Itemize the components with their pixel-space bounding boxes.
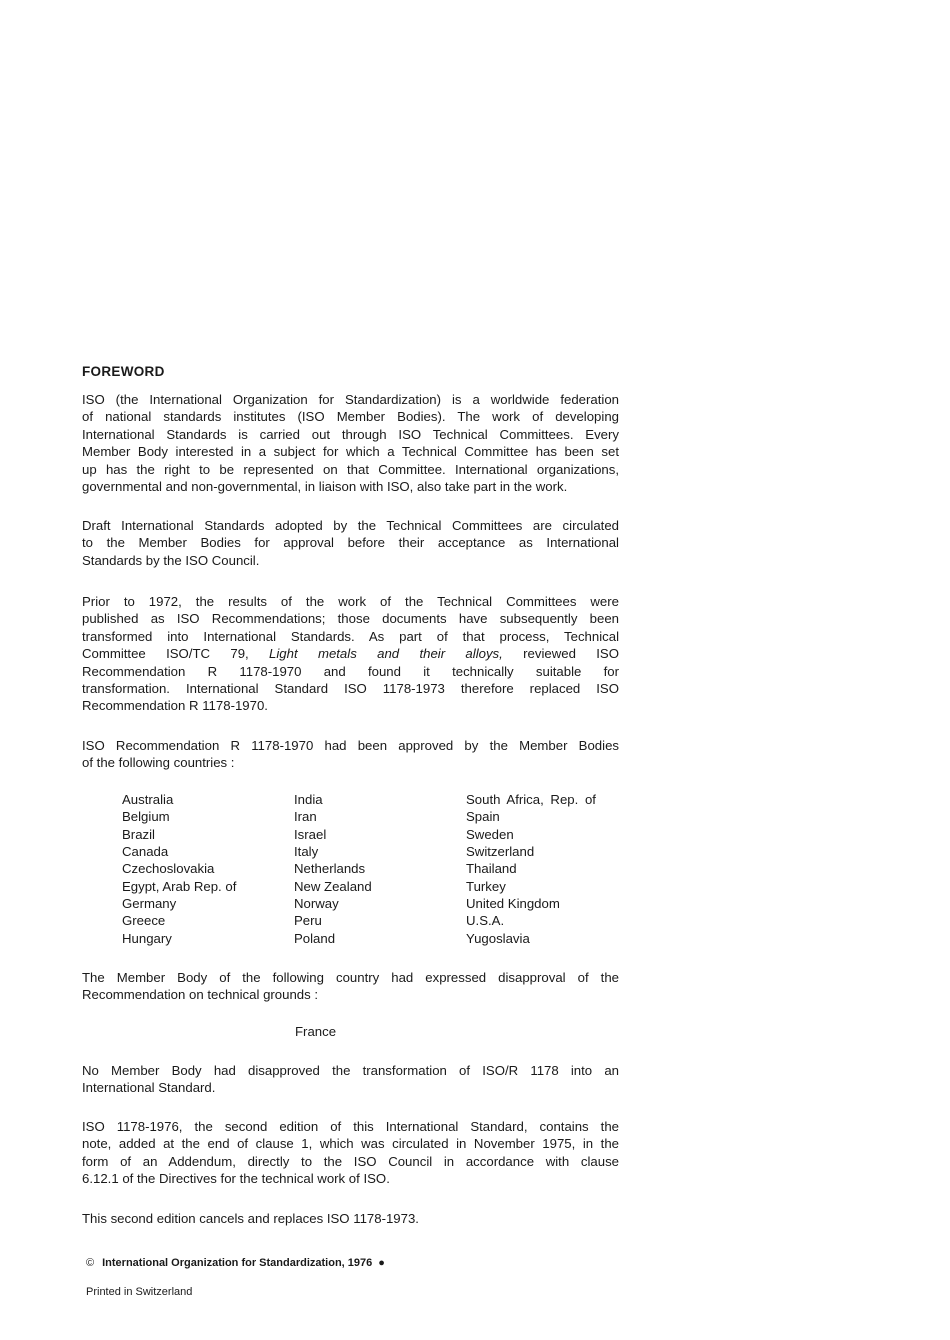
foreword-heading: FOREWORD xyxy=(82,364,165,379)
paragraph-draft-standards: Draft International Standards adopted by the Technical Committees are circulated to the Member Bodies for approval before their acceptance as International Standards by the ISO Council. xyxy=(82,518,619,568)
country-item: Belgium xyxy=(122,809,170,825)
country-item: Netherlands xyxy=(294,861,366,877)
country-item: Iran xyxy=(294,809,317,825)
country-item: U.S.A. xyxy=(466,913,505,929)
country-item: Canada xyxy=(122,844,169,860)
country-item: Switzerland xyxy=(466,844,535,860)
countries-column-1 xyxy=(122,791,236,947)
disapproving-country: France xyxy=(295,1024,337,1039)
country-item: Hungary xyxy=(122,930,172,946)
copyright-notice: © International Organization for Standardization, 1976 ● xyxy=(86,1257,385,1269)
country-item: Germany xyxy=(122,896,177,912)
country-item: Sweden xyxy=(466,826,514,842)
country-item: New Zealand xyxy=(294,878,372,894)
paragraph-disapproval: The Member Body of the following country had expressed disapproval of the Recommendation on technical grounds : xyxy=(82,970,619,1003)
country-item: India xyxy=(294,792,323,807)
paragraph-iso-intro: ISO (the International Organization for Standardization) is a worldwide federation of national standards institutes (ISO Member Bodies). The work of developing International Standards is carried out through ISO Technical Committees. Every Member Body interested in a subject for which a Technical Committee has been set up has the right to be represented on that Committee. International organizations, governmental and non-governmental, in liaison with ISO, also take part in the work. xyxy=(82,392,619,495)
country-item: Poland xyxy=(294,930,336,946)
committee-title: Light metals and their alloys, xyxy=(269,646,503,662)
countries-column-3 xyxy=(466,791,596,947)
printed-location: Printed in Switzerland xyxy=(86,1286,193,1298)
bullet-icon: ● xyxy=(378,1257,385,1269)
country-item: Israel xyxy=(294,826,327,842)
paragraph-cancels: This second edition cancels and replaces ISO 1178-1973. xyxy=(82,1211,419,1226)
country-item: Australia xyxy=(122,792,174,807)
paragraph-transformation: No Member Body had disapproved the transformation of ISO/R 1178 into an International Standard. xyxy=(82,1063,619,1096)
committee-line: Committee ISO/TC 79, Light metals and their alloys, reviewed ISO xyxy=(82,646,619,662)
country-item: Brazil xyxy=(122,826,155,842)
country-item: Egypt, Arab Rep. of xyxy=(122,878,237,894)
country-item: Turkey xyxy=(466,878,506,894)
country-item: Greece xyxy=(122,913,166,929)
country-item: Yugoslavia xyxy=(466,930,530,946)
copyright-icon: © xyxy=(86,1257,95,1269)
paragraph-prior-1972: Prior to 1972, the results of the work of the Technical Committees were published as ISO Recommendations; those documents have subsequently been transformed into International Standards. As part of that process, Technical Committee ISO/TC 79, Light metals and their alloys, reviewed ISO Recommendation R 1178-1970 and found it technically suitable for transformation. International Standard ISO 1178-1973 therefore replaced ISO Recommendation R 1178-1970. xyxy=(82,594,619,714)
country-item: Peru xyxy=(294,913,322,929)
paragraph-second-edition: ISO 1178-1976, the second edition of this International Standard, contains the note, added at the end of clause 1, which was circulated in November 1975, in the form of an Addendum, directly to the ISO Council in accordance with clause 6.12.1 of the Directives for the technical work of ISO. xyxy=(82,1119,619,1187)
country-item: United Kingdom xyxy=(466,896,560,912)
countries-column-2 xyxy=(294,791,372,947)
country-item: Spain xyxy=(466,809,500,825)
country-item: Norway xyxy=(294,896,339,912)
country-item: Czechoslovakia xyxy=(122,861,215,877)
country-item: Italy xyxy=(294,844,319,860)
country-item: Thailand xyxy=(466,861,517,877)
country-item: South Africa, Rep. of xyxy=(466,792,596,807)
paragraph-approval: ISO Recommendation R 1178-1970 had been approved by the Member Bodies of the following countries : xyxy=(82,738,619,771)
